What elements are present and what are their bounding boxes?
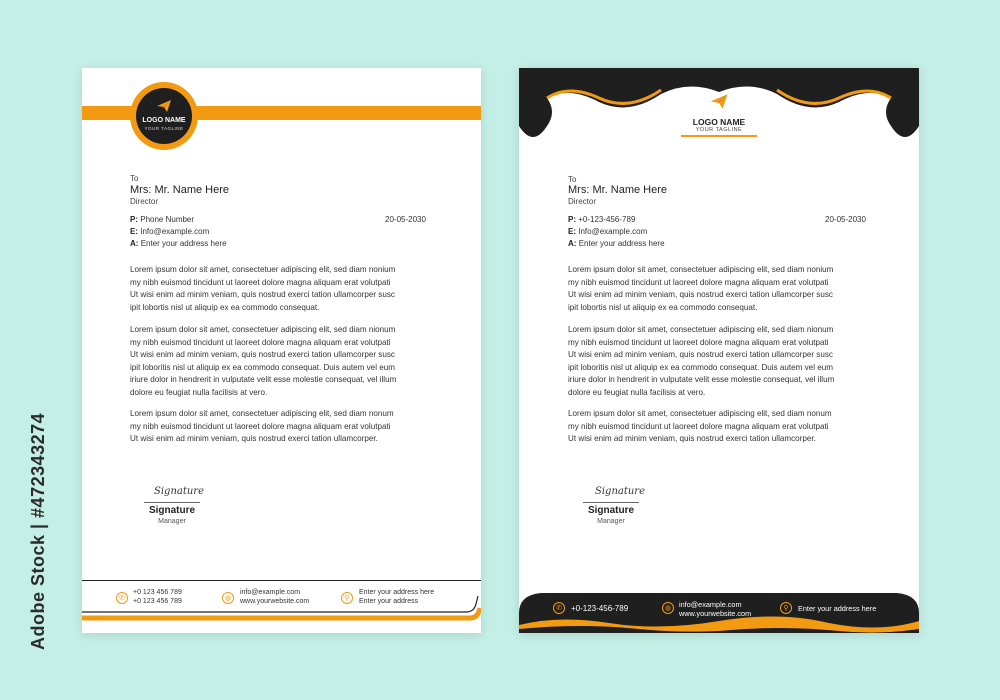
- logo-name: LOGO NAME: [692, 117, 746, 127]
- paper-plane-icon: [708, 93, 730, 110]
- contact-address: Enter your address here: [140, 239, 227, 248]
- signature-script: Signature: [595, 486, 646, 497]
- footer-web: info@example.com www.yourwebsite.com: [240, 589, 310, 605]
- phone-icon: ✆: [553, 602, 565, 614]
- contact-block: P: +0-123-456-789 E: Info@example.com A: Enter your address here: [568, 215, 665, 248]
- footer-address: Enter your address here Enter your address: [359, 589, 435, 605]
- contact-email: Info@example.com: [140, 227, 210, 236]
- recipient-name: Mrs: Mr. Name Here: [130, 184, 230, 196]
- letterhead-page-1: [82, 68, 481, 633]
- footer-address: Enter your address here: [798, 604, 877, 613]
- body-paragraph-3: Lorem ipsum dolor sit amet, consectetuer adipiscing elit, sed diam nonum my nibh euismod tincidunt ut laoreet dolore magna aliquam erat volutpati Ut wisi enim ad minim veniam, quis nostrud exerci tation ullamcorper.: [130, 409, 394, 443]
- contact-phone: +0-123-456-789: [578, 215, 636, 224]
- logo-tagline: YOUR TAGLINE: [144, 126, 184, 131]
- body-paragraph-2: Lorem ipsum dolor sit amet, consectetuer adipiscing elit, sed diam nionum my nibh euismod tincidunt ut laoreet dolore magna aliquam erat volutpati Ut wisi enim ad minim veniam, quis nostrud exerci tation ullamcorper susc ipit loboritis nisl ut aliquip ex ea commodo consequat. Duis autem vel eum iriure dolor in hendrerit in vulputate velit esse molestie consequat, vel illum dolore eu feugiat nulla facilisis at vero.: [568, 325, 835, 397]
- contact-email: Info@example.com: [578, 227, 648, 236]
- logo-underline: [681, 135, 757, 137]
- to-label: To: [568, 175, 577, 184]
- body-paragraph-1: Lorem ipsum dolor sit amet, consectetuer adipiscing elit, sed diam nonium my nibh euismod tincidunt ut laoreet dolore magna aliquam erat volutpati Ut wisi enim ad minim veniam, quis nostrud exerci tation ullamcorper susc ipit lobortis nisl ut aliquip ex ea commodo consequat.: [130, 265, 396, 312]
- footer-top-line: [82, 580, 481, 581]
- paper-plane-icon: [156, 99, 172, 113]
- letterhead-page-2: [519, 68, 919, 633]
- logo-tagline: YOUR TAGLINE: [695, 127, 743, 133]
- watermark-text: Adobe Stock | #472343274: [28, 412, 48, 650]
- globe-icon: ◍: [222, 592, 234, 604]
- letter-date: 20-05-2030: [385, 215, 426, 224]
- recipient-title: Director: [130, 197, 159, 206]
- signature-script: Signature: [154, 486, 205, 497]
- signature-role: Manager: [597, 518, 625, 525]
- logo-name: LOGO NAME: [142, 117, 186, 124]
- to-label: To: [130, 174, 139, 183]
- contact-address: Enter your address here: [578, 239, 665, 248]
- location-pin-icon: ⚲: [341, 592, 353, 604]
- phone-icon: ✆: [116, 592, 128, 604]
- globe-icon: ◍: [662, 602, 674, 614]
- logo-badge: [136, 88, 192, 144]
- stock-watermark: [0, 0, 48, 700]
- signature-line: [583, 502, 639, 503]
- signature-role: Manager: [158, 518, 186, 525]
- body-paragraph-1: Lorem ipsum dolor sit amet, consectetuer adipiscing elit, sed diam nonium my nibh euismod tincidunt ut laoreet dolore magna aliquam erat volutpati Ut wisi enim ad minim veniam, quis nostrud exerci tation ullamcorper susc ipit lobortis nisl ut aliquip ex ea commodo consequat.: [568, 265, 834, 312]
- footer-phone: +0-123-456-789: [571, 604, 629, 613]
- contact-block: P: Phone Number E: Info@example.com A: Enter your address here: [130, 215, 227, 248]
- signature-line: [144, 502, 200, 503]
- recipient-name: Mrs: Mr. Name Here: [568, 184, 668, 196]
- body-paragraph-3: Lorem ipsum dolor sit amet, consectetuer adipiscing elit, sed diam nonum my nibh euismod tincidunt ut laoreet dolore magna aliquam erat volutpati Ut wisi enim ad minim veniam, quis nostrud exerci tation ullamcorper.: [568, 409, 832, 443]
- letter-date: 20-05-2030: [825, 215, 866, 224]
- signature-name: Signature: [148, 505, 196, 516]
- location-pin-icon: ⚲: [780, 602, 792, 614]
- contact-phone: Phone Number: [140, 215, 195, 224]
- footer-web: info@example.com www.yourwebsite.com: [679, 600, 752, 618]
- signature-name: Signature: [587, 505, 635, 516]
- recipient-title: Director: [568, 197, 597, 206]
- body-paragraph-2: Lorem ipsum dolor sit amet, consectetuer adipiscing elit, sed diam nionum my nibh euismod tincidunt ut laoreet dolore magna aliquam erat volutpati Ut wisi enim ad minim veniam, quis nostrud exerci tation ullamcorper susc ipit loboritis nisl ut aliquip ex ea commodo consequat. Duis autem vel eum iriure dolor in hendrerit in vulputate velit esse molestie consequat, vel illum dolore eu feugiat nulla facilisis at vero.: [130, 325, 397, 397]
- footer-phones: +0 123 456 789 +0 123 456 789: [133, 589, 182, 605]
